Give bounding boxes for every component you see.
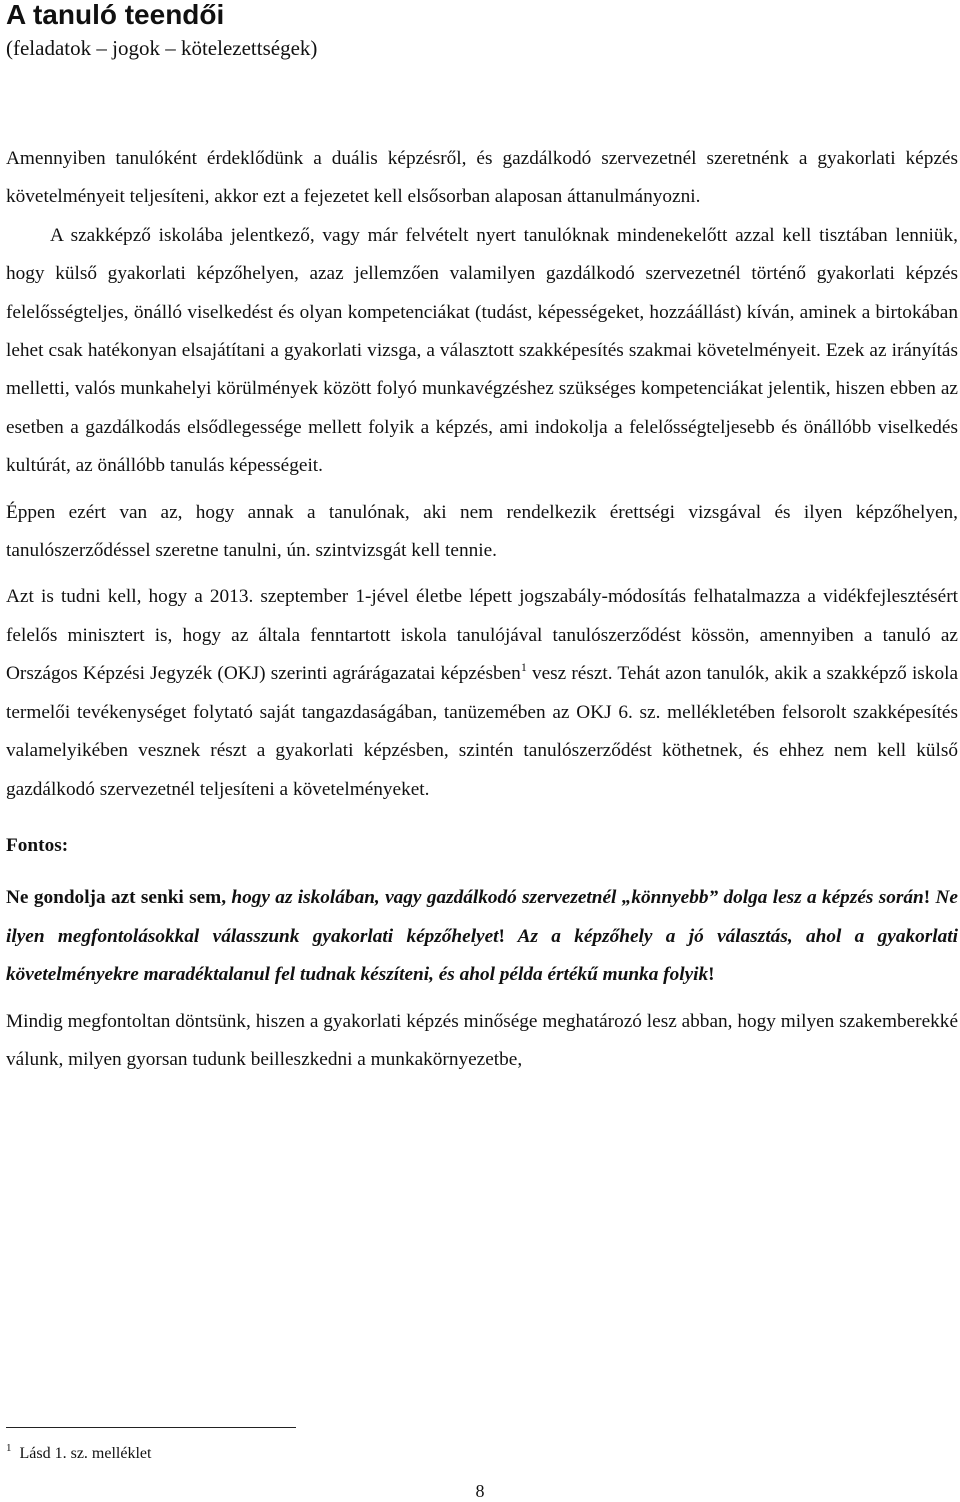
footnote-reference: 1 bbox=[520, 660, 527, 675]
page-title: A tanuló teendői bbox=[6, 0, 225, 30]
regulation-text-after: vesz részt. Tehát azon tanulók, akik a szakképző iskola termelői tevékenységet folytató saját tangazdaságában, tanüzemében az OKJ 6. sz. mellékletében felsorolt szakképesítés valamelyikében vesznek részt a gyakorlati képzésben, szintén tanulószerződést köthetnek, és ehhez nem kell külső gazdálkodó szervezetnél teljesíteni a követelményeket. bbox=[6, 663, 958, 800]
paragraph-intro: Amennyiben tanulóként érdeklődünk a duális képzésről, és gazdálkodó szervezetnél szeretnénk a gyakorlati képzés követelményeit teljesíteni, akkor ezt a fejezetet kell elsősorban alaposan áttanulmányozni. bbox=[6, 148, 958, 208]
document-body bbox=[6, 140, 958, 1079]
footnote-number: 1 bbox=[6, 1442, 12, 1454]
paragraph-important bbox=[6, 879, 958, 994]
regulation-text-before: Azt is tudni kell, hogy a 2013. szeptember 1-jével életbe lépett jogszabály-módosítás felhatalmazza a vidékfejlesztésért felelős minisztert is, hogy az általa fenntartott iskola tanulójával tanulószerződést kössön, amennyiben a tanuló az Országos Képzési Jegyzék (OKJ) szerinti agrárágazatai képzésben bbox=[6, 586, 958, 685]
footnote-separator bbox=[6, 1427, 296, 1428]
paragraph-decision: Mindig megfontoltan döntsünk, hiszen a gyakorlati képzés minősége meghatározó lesz abban, hogy milyen szakemberekké válunk, milyen gyorsan tudunk beilleszkedni a munkakörnyezetbe, bbox=[6, 1010, 958, 1070]
paragraph-regulation bbox=[6, 578, 958, 808]
paragraph-level-exam: Éppen ezért van az, hogy annak a tanulónak, aki nem rendelkezik érettségi vizsgával és ilyen képzőhelyen, tanulószerződéssel szeretne tanulni, ún. szintvizsgát kell tennie. bbox=[6, 501, 958, 562]
important-exclamation-2: ! bbox=[498, 925, 505, 947]
paragraph-competencies: A szakképző iskolába jelentkező, vagy már felvételt nyert tanulóknak mindenekelőtt azzal kell tisztában lenniük, hogy külső gyakorlati képzőhelyen, azaz jellemzően valamilyen gazdálkodó szervezetnél történő gyakorlati képzés felelősségteljes, önálló viselkedést és olyan kompetenciákat (tudást, képességeket, hozzáállást) kíván, aminek a birtokában lehet csak hatékonyan elsajátítani a gyakorlati vizsga, a választott szakképesítés szakmai követelményeit. Ezek az irányítás melletti, valós munkahelyi körülmények között folyó munkavégzéshez szükséges kompetenciákat jelentik, hiszen ebben az esetben a gazdálkodás elsődlegessége mellett folyik a képzés, ami indokolja a felelősségteljesebb és önállóbb viselkedés kultúrát, az önállóbb tanulás képességeit. bbox=[6, 224, 958, 477]
important-emphasis-3: Az a képzőhely a jó választás, ahol a gyakorlati követelményekre maradéktalanul fel tudnak készíteni, és ahol példa értékű munka folyik bbox=[6, 925, 958, 986]
footnote bbox=[6, 1437, 151, 1465]
footnote-text: Lásd 1. sz. melléklet bbox=[19, 1445, 152, 1462]
page-subtitle: (feladatok – jogok – kötelezettségek) bbox=[6, 36, 318, 60]
important-bold-lead: Ne gondolja azt senki sem, bbox=[6, 887, 232, 909]
page-number: 8 bbox=[475, 1481, 485, 1501]
important-exclamation-1: ! bbox=[923, 887, 931, 909]
important-emphasis-1: hogy az iskolában, vagy gazdálkodó szervezetnél „könnyebb” dolga lesz a képzés során bbox=[231, 887, 924, 909]
important-emphasis-2: Ne ilyen megfontolásokkal válasszunk gyakorlati képzőhelyet bbox=[6, 887, 958, 947]
important-exclamation-3: ! bbox=[708, 964, 715, 986]
important-heading: Fontos: bbox=[6, 834, 69, 856]
